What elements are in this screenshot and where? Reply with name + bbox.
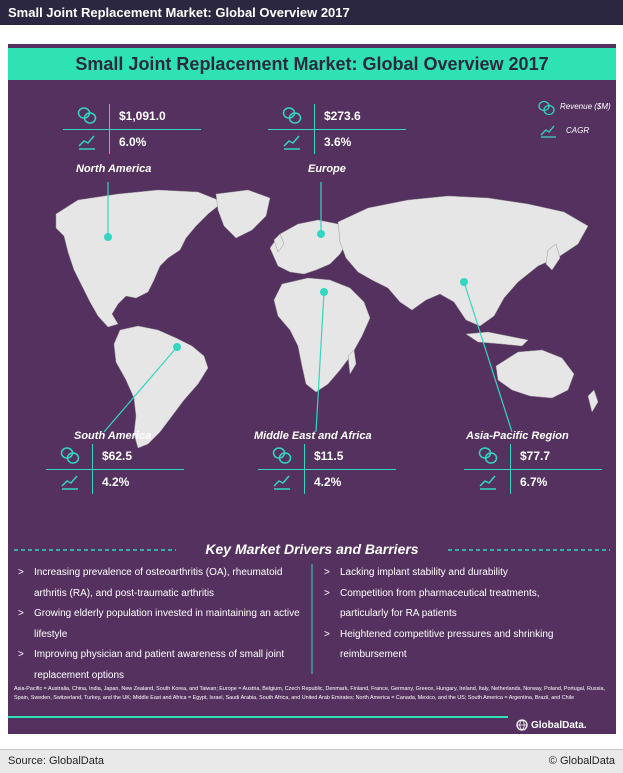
revenue-value: $273.6 — [324, 109, 361, 123]
growth-chart-icon — [272, 471, 292, 491]
region-card-south-america — [46, 444, 184, 494]
indonesia-landmass — [466, 332, 528, 346]
revenue-legend-icon — [538, 100, 556, 116]
chevron-right-icon: > — [18, 608, 24, 619]
region-label-north-america: North America — [76, 163, 152, 175]
south-america-marker — [173, 343, 181, 351]
barrier-text: Heightened competitive pressures and shrinking reimbursement — [340, 628, 554, 660]
coins-icon — [60, 446, 80, 466]
australia-landmass — [496, 350, 574, 398]
list-item — [14, 563, 304, 604]
list-item — [320, 563, 590, 584]
card-divider — [258, 469, 396, 470]
list-item — [14, 645, 304, 686]
list-item — [14, 604, 304, 645]
infographic — [8, 44, 616, 734]
infographic-title: Small Joint Replacement Market: Global Overview 2017 — [75, 54, 549, 74]
barrier-text: Lacking implant stability and durability — [340, 567, 508, 578]
new-zealand-landmass — [588, 390, 598, 412]
barriers-list — [320, 563, 590, 666]
driver-text: Increasing prevalence of osteoarthritis (OA), rheumatoid arthritis (RA), and post-traumatic arthritis — [34, 567, 283, 599]
card-divider — [92, 444, 93, 494]
source-label: Source: GlobalData — [8, 755, 104, 767]
region-card-north-america — [63, 104, 201, 154]
card-divider — [510, 444, 511, 494]
north-america-marker — [104, 233, 112, 241]
region-card-europe — [268, 104, 406, 154]
region-label-middle-east-africa: Middle East and Africa — [254, 430, 372, 442]
cagr-value: 6.7% — [520, 475, 548, 489]
region-label-south-america: South America — [74, 430, 152, 442]
coins-icon — [77, 106, 97, 126]
cagr-value: 4.2% — [102, 475, 130, 489]
growth-chart-icon — [282, 131, 302, 151]
coins-icon — [478, 446, 498, 466]
barrier-text: Competition from pharmaceutical treatments, particularly for RA patients — [340, 587, 540, 619]
drivers-title: Key Market Drivers and Barriers — [205, 541, 419, 557]
globaldata-logo — [516, 718, 587, 732]
greenland-landmass — [216, 190, 270, 238]
card-divider — [46, 469, 184, 470]
europe-marker — [317, 230, 325, 238]
drivers-heading — [8, 541, 616, 559]
region-card-asia-pacific — [464, 444, 602, 494]
growth-chart-icon — [478, 471, 498, 491]
chevron-right-icon: > — [324, 567, 330, 578]
cagr-value: 6.0% — [119, 135, 147, 149]
card-divider — [314, 104, 315, 154]
card-divider — [63, 129, 201, 130]
cagr-value: 3.6% — [324, 135, 352, 149]
list-item — [320, 625, 590, 666]
middle-east-africa-marker — [320, 288, 328, 296]
driver-text: Growing elderly population invested in maintaining an active lifestyle — [34, 608, 300, 640]
cagr-value: 4.2% — [314, 475, 342, 489]
coins-icon — [282, 106, 302, 126]
region-label-europe: Europe — [308, 163, 346, 175]
cagr-legend-icon — [539, 122, 557, 138]
region-label-asia-pacific: Asia-Pacific Region — [466, 430, 569, 442]
globe-icon — [516, 719, 528, 731]
card-divider — [304, 444, 305, 494]
revenue-value: $62.5 — [102, 449, 133, 463]
card-divider — [268, 129, 406, 130]
coins-icon — [272, 446, 292, 466]
chevron-right-icon: > — [324, 628, 330, 640]
drivers-list — [14, 563, 304, 686]
card-divider — [109, 104, 110, 154]
card-divider — [464, 469, 602, 470]
asia-pacific-marker — [460, 278, 468, 286]
page-title: Small Joint Replacement Market: Global Overview 2017 — [0, 0, 623, 25]
list-item — [320, 584, 590, 625]
chevron-right-icon: > — [18, 567, 24, 578]
revenue-value: $11.5 — [314, 449, 344, 463]
source-footer — [0, 749, 623, 773]
chevron-right-icon: > — [18, 649, 24, 660]
revenue-value: $77.7 — [520, 449, 551, 463]
revenue-value: $1,091.0 — [119, 109, 166, 123]
legend-revenue-label: Revenue ($M) — [560, 102, 611, 111]
chevron-right-icon: > — [324, 587, 330, 599]
region-definitions-footnote: Asia-Pacific = Australia, China, India, Japan, New Zealand, South Korea, and Taiwan; Europe = Austria, Belgium, Czech Republic, Denmark, Finland, France, Germany, Greece, Hungary, Ireland, Italy, Netherlands, Norway, Poland, Portugal, Russia, Spain, Sweden, Switzerland, Turkey, and the UK; Middle East and Africa = Egypt, Israel, Saudi Arabia, South Africa, and United Arab Emirates; North America = Canada, Mexico, and the US; South America = Argentina, Brazil, and Chile — [14, 686, 605, 701]
driver-text: Improving physician and patient awareness of small joint replacement options — [34, 649, 285, 681]
growth-chart-icon — [77, 131, 97, 151]
growth-chart-icon — [60, 471, 80, 491]
legend-cagr-label: CAGR — [566, 126, 590, 135]
region-card-middle-east-africa — [258, 444, 396, 494]
north-america-landmass — [56, 190, 223, 327]
copyright-label: © GlobalData — [548, 755, 615, 767]
logo-text: GlobalData. — [531, 719, 587, 731]
